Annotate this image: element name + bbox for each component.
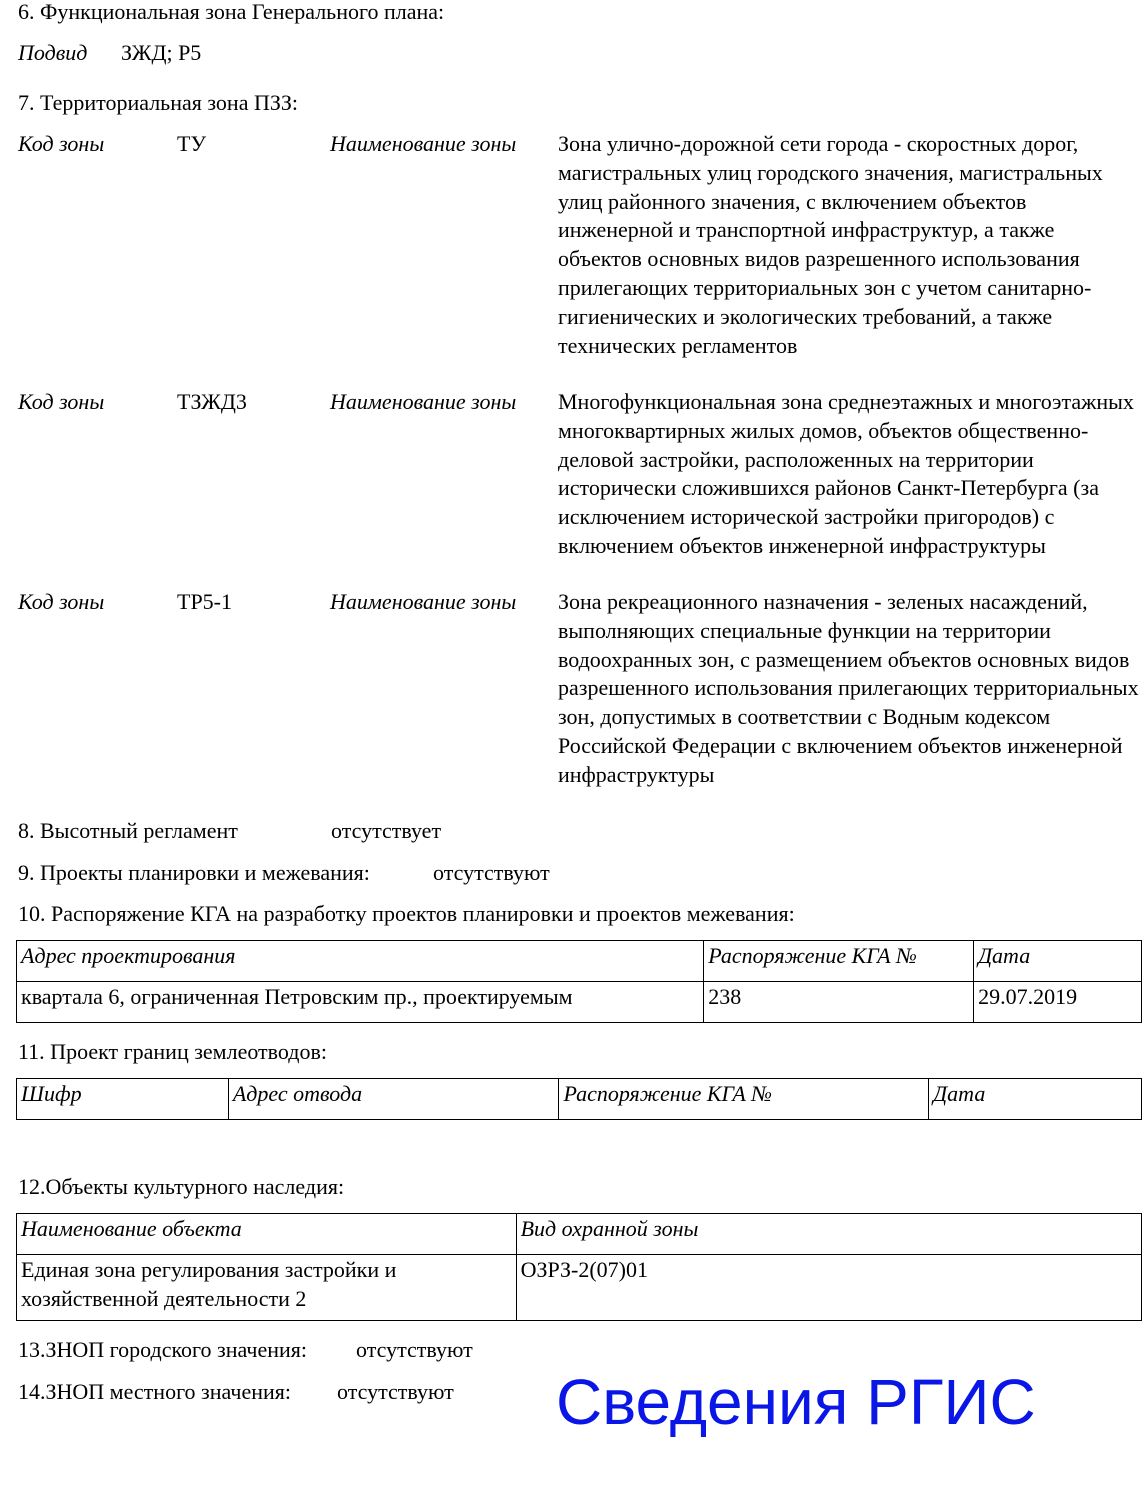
zone-name-value: Зона улично-дорожной сети города - скоростных дорог, магистральных улиц городского значения, магистральных улиц районного значения, с включением объектов инженерной и транспортной инфраструктур, а также объектов основных видов разрешенного использования прилегающих территориальных зон с учетом санитарно-гигиенических и экологических требований, а также технических регламентов bbox=[558, 131, 1103, 358]
subtype-label: Подвид bbox=[18, 40, 88, 65]
header-cell: Вид охранной зоны bbox=[516, 1214, 1141, 1255]
zone-code-label: Код зоны bbox=[18, 589, 105, 614]
height-regulation-label: 8. Высотный регламент bbox=[18, 818, 238, 843]
rgis-stamp: Сведения РГИС bbox=[556, 1366, 1036, 1438]
city-znop-label: 13.ЗНОП городского значения: bbox=[18, 1337, 307, 1362]
zone-code-value: ТР5-1 bbox=[177, 589, 232, 614]
section-6-title: 6. Функциональная зона Генерального плана: bbox=[18, 0, 445, 24]
zone-name-label: Наименование зоны bbox=[330, 389, 517, 414]
planning-projects-label: 9. Проекты планировки и межевания: bbox=[18, 860, 370, 885]
order-number-cell: 238 bbox=[704, 982, 974, 1023]
zone-name-label: Наименование зоны bbox=[330, 589, 517, 614]
zone-name-label: Наименование зоны bbox=[330, 131, 517, 156]
local-znop-label: 14.ЗНОП местного значения: bbox=[18, 1379, 292, 1404]
city-znop-value: отсутствуют bbox=[356, 1337, 473, 1362]
section-11-title: 11. Проект границ землеотводов: bbox=[18, 1039, 327, 1064]
address-cell: квартала 6, ограниченная Петровским пр., проектируемым bbox=[17, 982, 704, 1023]
table-header-row bbox=[17, 1079, 1142, 1120]
subtype-value: ЗЖД; Р5 bbox=[121, 40, 202, 65]
zone-code-label: Код зоны bbox=[18, 389, 105, 414]
height-regulation-value: отсутствует bbox=[331, 818, 442, 843]
zone-name-value: Многофункциональная зона среднеэтажных и многоэтажных многоквартирных жилых домов, объектов общественно-деловой застройки, расположенных на территории исторически сложившихся районов Санкт-Петербурга (за исключением исторической застройки пригородов) с включением объектов инженерной инфраструктуры bbox=[558, 389, 1134, 558]
land-allocation-table bbox=[16, 1078, 1142, 1120]
header-cell: Распоряжение КГА № bbox=[559, 1079, 929, 1120]
zone-code-value: ТЗЖД3 bbox=[177, 389, 247, 414]
local-znop-value: отсутствуют bbox=[337, 1379, 454, 1404]
zone-code-value: ТУ bbox=[177, 131, 207, 156]
header-cell: Наименование объекта bbox=[17, 1214, 517, 1255]
section-12-title: 12.Объекты культурного наследия: bbox=[18, 1174, 345, 1199]
header-cell: Адрес проектирования bbox=[17, 941, 704, 982]
table-header-row bbox=[17, 1214, 1142, 1255]
section-7-title: 7. Территориальная зона ПЗЗ: bbox=[18, 90, 299, 115]
table-row bbox=[17, 982, 1142, 1023]
table-header-row bbox=[17, 941, 1142, 982]
object-name-cell: Единая зона регулирования застройки и хозяйственной деятельности 2 bbox=[17, 1255, 517, 1321]
table-row bbox=[17, 1255, 1142, 1321]
header-cell: Дата bbox=[929, 1079, 1142, 1120]
header-cell: Шифр bbox=[17, 1079, 229, 1120]
zone-name-value: Зона рекреационного назначения - зеленых насаждений, выполняющих специальные функции на территории водоохранных зон, с размещением объектов основных видов разрешенного использования прилегающих территориальных зон, допустимых в соответствии с Водным кодексом Российской Федерации с включением объектов инженерной инфраструктуры bbox=[558, 589, 1139, 787]
planning-projects-value: отсутствуют bbox=[433, 860, 550, 885]
cultural-heritage-table bbox=[16, 1213, 1142, 1321]
header-cell: Адрес отвода bbox=[228, 1079, 559, 1120]
section-10-title: 10. Распоряжение КГА на разработку проектов планировки и проектов межевания: bbox=[18, 901, 795, 926]
header-cell: Распоряжение КГА № bbox=[704, 941, 974, 982]
header-cell: Дата bbox=[974, 941, 1142, 982]
protection-zone-cell: ОЗРЗ-2(07)01 bbox=[516, 1255, 1141, 1321]
kga-order-table bbox=[16, 940, 1142, 1023]
zone-code-label: Код зоны bbox=[18, 131, 105, 156]
date-cell: 29.07.2019 bbox=[974, 982, 1142, 1023]
